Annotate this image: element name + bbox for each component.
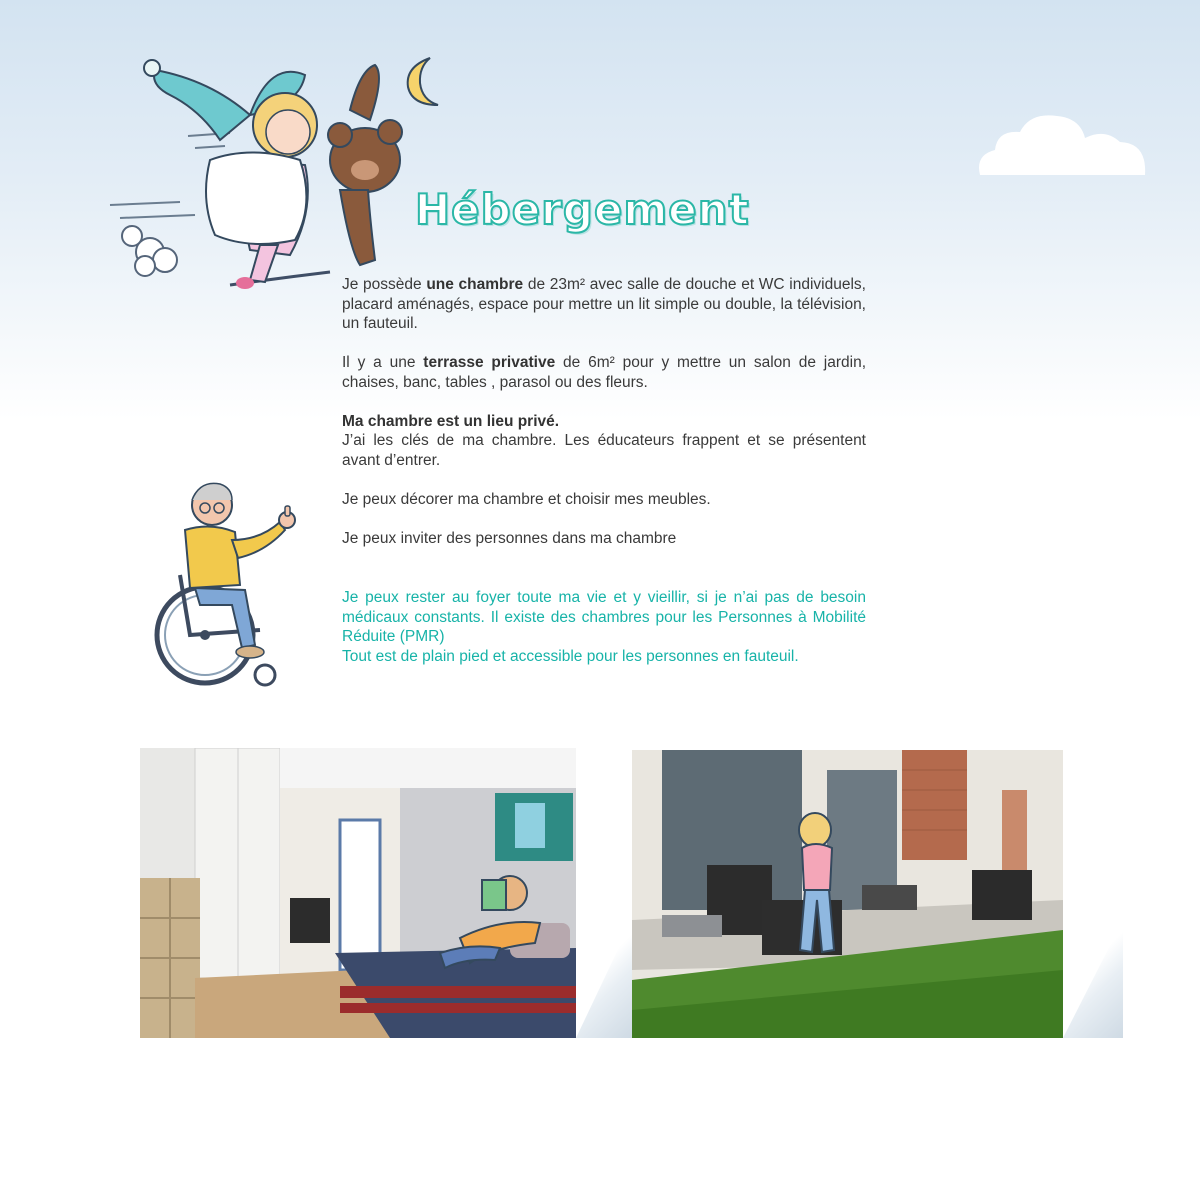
cloud-icon [975, 110, 1150, 180]
page-curl-decoration [1063, 920, 1123, 1038]
paragraph-decorate: Je peux décorer ma chambre et choisir mes meubles. [342, 490, 711, 508]
text: Il y a une [342, 354, 424, 371]
bold-text: Ma chambre est un lieu privé. [342, 412, 560, 430]
page-curl-decoration [576, 920, 632, 1038]
text: de 6m² pour y mettre un salon de jardin, chaises, banc, tables , parasol ou des fleurs. [342, 354, 866, 391]
bedroom-scene [140, 748, 576, 1038]
text: Je possède [342, 276, 427, 293]
text: de 23m² avec salle de douche et WC individuels, placard aménagés, espace pour mettre un lit simple ou double, la télévision, un fauteuil. [342, 276, 866, 332]
man-in-wheelchair-illustration [150, 470, 310, 695]
page-title: Hébergement [415, 185, 750, 234]
bold-text: terrasse privative [423, 354, 556, 371]
text: J’ai les clés de ma chambre. Les éducateurs frappent et se présentent avant d’entrer. [342, 432, 866, 469]
bedroom-photo [140, 748, 576, 1038]
paragraph-aging: Je peux rester au foyer toute ma vie et y vieillir, si je n’ai pas de besoin médicaux constants. Il existe des chambres pour les Personnes à Mobilité Réduite (PMR) [342, 589, 866, 645]
terrace-photo [632, 750, 1063, 1038]
terrace-scene [632, 750, 1063, 1038]
paragraph-terrace [342, 353, 866, 392]
accessibility-text [342, 588, 866, 666]
description-text [342, 275, 866, 548]
paragraph-accessible: Tout est de plain pied et accessible pour les personnes en fauteuil. [342, 647, 799, 665]
paragraph-private [342, 412, 866, 471]
paragraph-room [342, 275, 866, 334]
puff-cloud-icons [122, 226, 177, 276]
bold-text: une chambre [426, 276, 524, 293]
paragraph-invite: Je peux inviter des personnes dans ma chambre [342, 529, 677, 547]
crescent-moon-icon [400, 55, 450, 110]
